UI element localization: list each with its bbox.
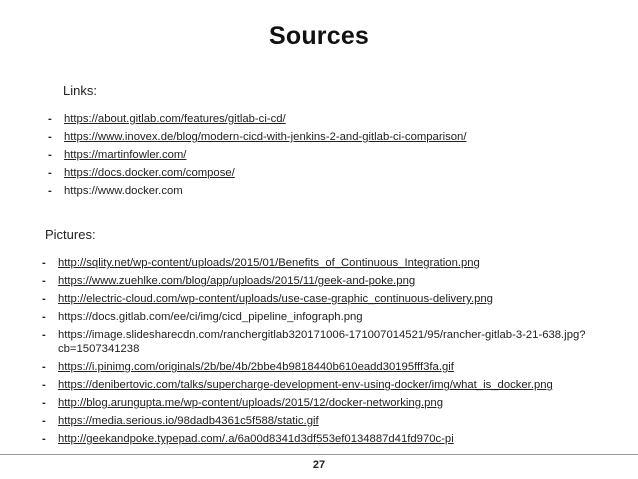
bullet-dash: - — [42, 293, 46, 305]
pictures-url-link[interactable]: http://blog.arungupta.me/wp-content/uploads/2015/12/docker-networking.png — [58, 397, 443, 409]
pictures-item — [42, 360, 612, 374]
pictures-url-text: https://docs.gitlab.com/ee/ci/img/cicd_pipeline_infograph.png — [58, 311, 363, 323]
pictures-url-link[interactable]: http://sqlity.net/wp-content/uploads/2015/01/Benefits_of_Continuous_Integration.png — [58, 257, 480, 269]
links-item — [48, 112, 608, 126]
pictures-item — [42, 396, 612, 410]
pictures-item — [42, 292, 612, 306]
links-url-link[interactable]: https://www.inovex.de/blog/modern-cicd-with-jenkins-2-and-gitlab-ci-comparison/ — [64, 131, 467, 143]
pictures-item — [42, 274, 612, 288]
links-url-link[interactable]: https://martinfowler.com/ — [64, 149, 187, 161]
bullet-dash: - — [42, 361, 46, 373]
bullet-dash: - — [42, 397, 46, 409]
bullet-dash: - — [48, 185, 52, 197]
links-url-link[interactable]: https://docs.docker.com/compose/ — [64, 167, 235, 179]
bullet-dash: - — [42, 257, 46, 269]
pictures-url-link[interactable]: https://denibertovic.com/talks/supercharge-development-env-using-docker/img/what_is_docker.png — [58, 379, 553, 391]
page-number: 27 — [312, 459, 326, 471]
links-list — [48, 112, 608, 202]
pictures-heading: Pictures: — [45, 227, 96, 242]
pictures-url-link[interactable]: https://www.zuehlke.com/blog/app/uploads/2015/11/geek-and-poke.png — [58, 275, 416, 287]
pictures-item — [42, 432, 612, 446]
pictures-item — [42, 378, 612, 392]
bullet-dash: - — [42, 415, 46, 427]
links-item — [48, 148, 608, 162]
links-heading: Links: — [63, 83, 97, 98]
links-item — [48, 184, 608, 198]
links-url-text: https://www.docker.com — [64, 185, 183, 197]
bullet-dash: - — [48, 149, 52, 161]
links-url-link[interactable]: https://about.gitlab.com/features/gitlab-ci-cd/ — [64, 113, 286, 125]
pictures-item — [42, 414, 612, 428]
pictures-item — [42, 310, 612, 324]
bullet-dash: - — [42, 275, 46, 287]
pictures-url-text: https://image.slidesharecdn.com/ranchergitlab320171006-171007014521/95/rancher-gitlab-3-21-638.jpg?cb=1507341238 — [58, 329, 586, 355]
links-item — [48, 130, 608, 144]
slide-title: Sources — [268, 22, 370, 50]
pictures-url-link[interactable]: http://electric-cloud.com/wp-content/uploads/use-case-graphic_continuous-delivery.png — [58, 293, 493, 305]
bullet-dash: - — [48, 113, 52, 125]
bullet-dash: - — [42, 379, 46, 391]
bullet-dash: - — [42, 311, 46, 323]
bullet-dash: - — [48, 131, 52, 143]
footer-divider — [0, 454, 638, 455]
bullet-dash: - — [42, 329, 46, 341]
pictures-item — [42, 328, 612, 356]
pictures-item — [42, 256, 612, 270]
pictures-url-link[interactable]: https://media.serious.io/98dadb4361c5f588/static.gif — [58, 415, 319, 427]
pictures-list — [42, 256, 612, 450]
pictures-url-link[interactable]: http://geekandpoke.typepad.com/.a/6a00d8341d3df553ef0134887d41fd970c-pi — [58, 433, 454, 445]
links-item — [48, 166, 608, 180]
bullet-dash: - — [42, 433, 46, 445]
bullet-dash: - — [48, 167, 52, 179]
pictures-url-link[interactable]: https://i.pinimg.com/originals/2b/be/4b/2bbe4b9818440b610eadd30195fff3fa.gif — [58, 361, 454, 373]
